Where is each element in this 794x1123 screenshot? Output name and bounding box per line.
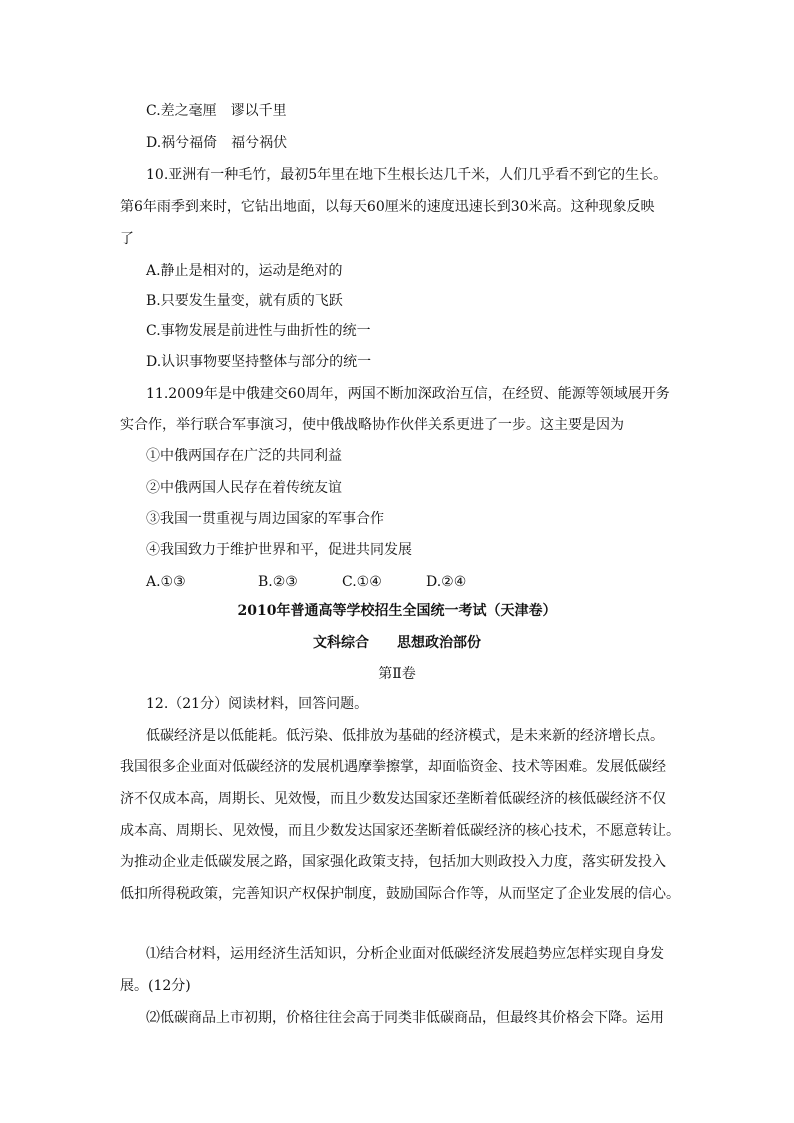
q12-sub1-line-1: ⑴结合材料，运用经济生活知识，分析企业面对低碳经济发展趋势应怎样实现自身发 [146, 946, 664, 962]
q11-choice-d: D.②④ [426, 574, 467, 590]
q11-item-3: ③我国一贯重视与周边国家的军事合作 [146, 511, 384, 527]
q10-option-b: B.只要发生量变，就有质的飞跃 [146, 293, 343, 309]
q10-stem-line-1: 10.亚洲有一种毛竹，最初5年里在地下生根长达几千米，人们几乎看不到它的生长。 [146, 167, 668, 183]
q11-choices [146, 572, 706, 592]
q11-item-4: ④我国致力于维护世界和平，促进共同发展 [146, 542, 412, 558]
q11-item-1: ①中俄两国存在广泛的共同利益 [146, 448, 342, 464]
q12-sub1-line-2: 展。(12分) [120, 978, 191, 994]
q10-stem-line-3: 了 [120, 231, 134, 247]
volume-heading: 第Ⅱ卷 [378, 666, 416, 682]
q11-item-2: ②中俄两国人民存在着传统友谊 [146, 480, 342, 496]
q10-option-d: D.认识事物要坚持整体与部分的统一 [146, 354, 372, 370]
q9-option-d: D.祸兮福倚 福兮祸伏 [146, 135, 288, 151]
q12-sub2-line-1: ⑵低碳商品上市初期，价格往往会高于同类非低碳商品，但最终其价格会下降。运用 [146, 1010, 664, 1026]
q12-material-line-6: 低扣所得税政策，完善知识产权保护制度，鼓励国际合作等，从而坚定了企业发展的信心。 [120, 886, 680, 902]
q10-option-a: A.静止是相对的，运动是绝对的 [146, 263, 343, 279]
q12-material-line-3: 济不仅成本高，周期长、见效慢，而且少数发达国家还垄断着低碳经济的核低碳经济不仅 [120, 791, 666, 807]
q12-material-line-5: 为推动企业走低碳发展之路，国家强化政策支持，包括加大则政投入力度，落实研发投入 [120, 854, 666, 870]
q11-stem-line-1: 11.2009年是中俄建交60周年，两国不断加深政治互信，在经贸、能源等领域展开务 [146, 386, 670, 402]
q10-option-c: C.事物发展是前进性与曲折性的统一 [146, 323, 371, 339]
subject-heading: 文科综合 思想政治部份 [313, 635, 481, 651]
q11-choice-a: A.①③ [146, 574, 186, 590]
q9-option-c: C.差之毫厘 谬以千里 [146, 103, 287, 119]
q10-stem-line-2: 第6年雨季到来时，它钻出地面，以每天60厘米的速度迅速长到30米高。这种现象反映 [120, 199, 655, 215]
q12-material-line-1: 低碳经济是以低能耗。低污染、低排放为基础的经济模式，是未来新的经济增长点。 [146, 728, 664, 744]
q12-material-line-2: 我国很多企业面对低碳经济的发展机遇摩拳擦掌，却面临资金、技术等困难。发展低碳经 [120, 759, 666, 775]
exam-title: 2010年普通高等学校招生全国统一考试（天津卷） [237, 603, 557, 619]
q11-choice-b: B.②③ [258, 574, 298, 590]
q11-choice-c: C.①④ [342, 574, 382, 590]
q12-material-line-4: 成本高、周期长、见效慢，而且少数发达国家还垄断着低碳经济的核心技术，不愿意转让。 [120, 823, 680, 839]
q11-stem-line-2: 实合作，举行联合军事演习，使中俄战略协作伙伴关系更进了一步。这主要是因为 [120, 417, 624, 433]
q12-intro: 12.（21分）阅读材料，回答问题。 [146, 696, 369, 712]
